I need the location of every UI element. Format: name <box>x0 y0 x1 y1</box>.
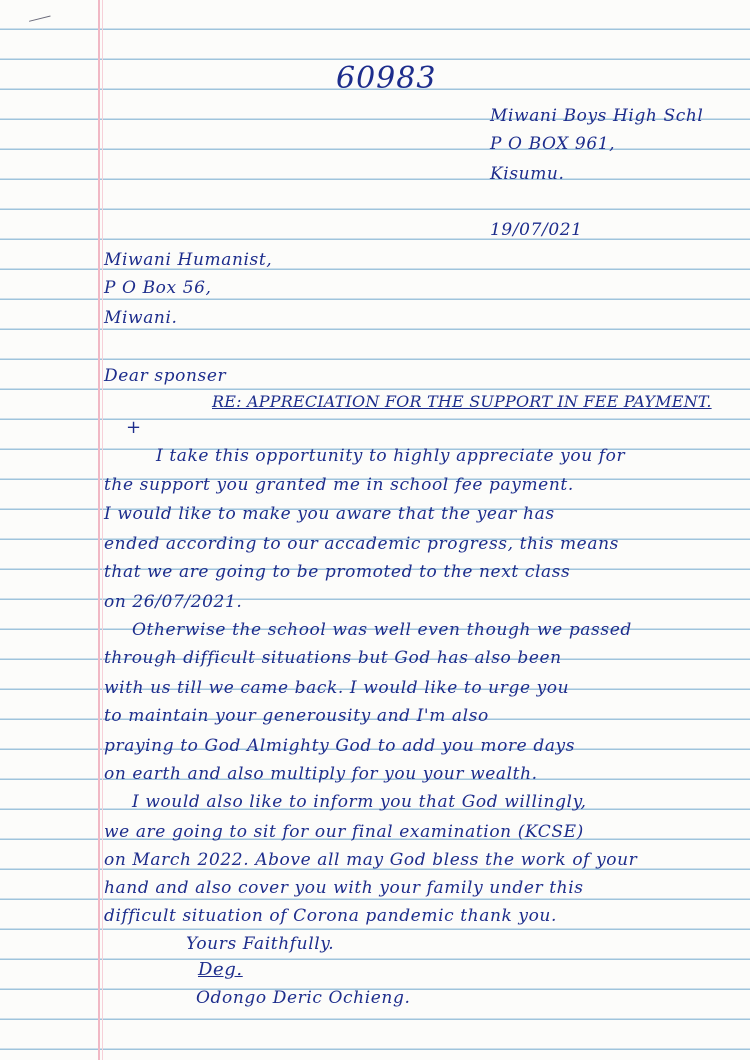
body-line: I would also like to inform you that God willingly, <box>132 792 587 812</box>
sender-address-line3: Kisumu. <box>490 164 565 184</box>
body-line: on March 2022. Above all may God bless the work of your <box>104 850 638 870</box>
signature: Deg. <box>198 959 243 980</box>
pencil-mark <box>29 16 53 32</box>
salutation: Dear sponser <box>104 366 227 386</box>
reference-number: 60983 <box>336 61 437 96</box>
recipient-address-line2: P O Box 56, <box>104 278 212 298</box>
subject-line: RE: APPRECIATION FOR THE SUPPORT IN FEE PAYMENT. <box>212 392 712 411</box>
body-line: we are going to sit for our final examination (KCSE) <box>104 822 584 842</box>
body-line: ended according to our accademic progress, this means <box>104 534 619 554</box>
body-line: I take this opportunity to highly appreciate you for <box>156 446 626 466</box>
body-line: with us till we came back. I would like to urge you <box>104 678 570 698</box>
sender-address-line2: P O BOX 961, <box>490 134 616 154</box>
sender-address-line1: Miwani Boys High Schl <box>490 106 704 126</box>
body-line: hand and also cover you with your family under this <box>104 878 584 898</box>
body-line: on 26/07/2021. <box>104 592 243 612</box>
margin-line-inner <box>102 0 103 1060</box>
margin-line <box>98 0 100 1060</box>
closing: Yours Faithfully. <box>186 934 335 954</box>
body-line: praying to God Almighty God to add you more days <box>104 736 576 756</box>
recipient-address-line3: Miwani. <box>104 308 178 328</box>
letter-date: 19/07/021 <box>490 220 583 240</box>
recipient-address-line1: Miwani Humanist, <box>104 250 273 270</box>
body-line: Otherwise the school was well even though we passed <box>132 620 632 640</box>
body-line: the support you granted me in school fee payment. <box>104 475 574 495</box>
body-line: I would like to make you aware that the year has <box>104 504 555 524</box>
body-line: on earth and also multiply for you your wealth. <box>104 764 538 784</box>
sender-name: Odongo Deric Ochieng. <box>196 988 411 1008</box>
body-line: that we are going to be promoted to the next class <box>104 562 571 582</box>
margin-mark: + <box>126 417 142 438</box>
body-line: to maintain your generousity and I'm also <box>104 706 489 726</box>
body-line: difficult situation of Corona pandemic thank you. <box>104 906 557 926</box>
body-line: through difficult situations but God has also been <box>104 648 562 668</box>
